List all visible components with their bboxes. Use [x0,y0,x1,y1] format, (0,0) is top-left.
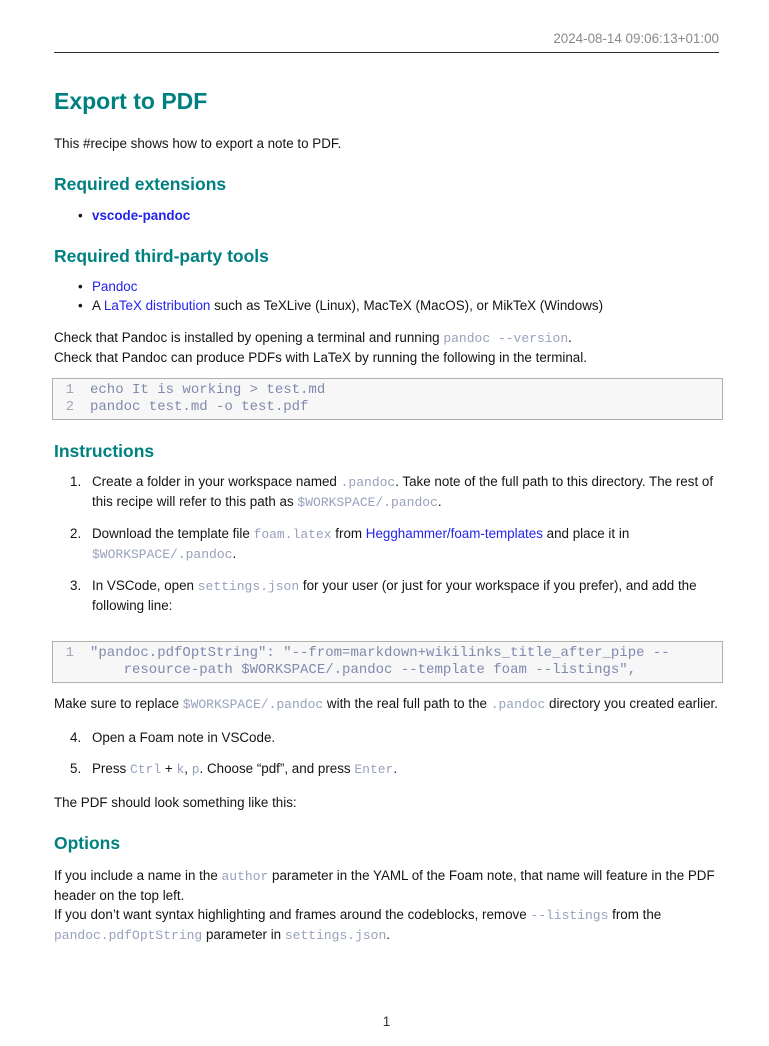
text-run: with the real full path to the [323,696,491,711]
item-number: 4. [70,730,82,745]
doc-link[interactable]: Hegghammer/foam-templates [365,526,543,541]
text-run: In VSCode, open [92,578,198,593]
text-run: Open a Foam note in VSCode. [92,730,276,745]
text-run: and place it in [542,526,630,541]
text-run: Download the template file [92,526,254,541]
code-line [53,399,716,416]
code-line-number [53,662,74,679]
code-block-settings-json [52,641,723,683]
instruction-item-2 [54,524,719,564]
text-run: parameter in the YAML of the Foam note, that name will feature in the PDF header on the top left. [54,868,715,903]
instructions-list [54,472,719,615]
inline-code: foam.latex [253,527,332,542]
section-heading-required-tools: Required third-party tools [54,246,269,266]
text-run: . [437,494,442,509]
text-run: If you include a name in the [54,868,222,883]
code-text: "pandoc.pdfOptString": "--from=markdown+wikilinks_title_after_pipe -- [90,645,670,661]
inline-code: settings.json [197,579,300,594]
pdf-result-paragraph [54,793,719,812]
text-run: . [568,330,572,345]
item-number: 2. [70,526,82,541]
section-heading-required-extensions: Required extensions [54,174,227,194]
code-line-number: 1 [65,382,74,398]
text-run: , [184,761,192,776]
inline-code: k [176,762,185,777]
required-extensions-list [54,206,719,225]
section-heading-instructions: Instructions [54,441,155,461]
code-line [53,662,716,679]
header-rule [54,52,719,53]
instructions-list-continued [54,728,719,779]
list-item [92,206,719,225]
item-text [92,472,719,512]
text-run: . [232,546,237,561]
text-run: Check that Pandoc can produce PDFs with LaTeX by running the following in the terminal. [54,350,587,365]
code-line-number: 1 [65,645,74,661]
item-text [92,576,719,615]
list-item [92,296,719,315]
code-text: echo It is working > test.md [90,382,326,398]
text-run: Create a folder in your workspace named [92,474,341,489]
doc-link[interactable]: vscode-pandoc [92,208,191,223]
inline-code: .pandoc [490,697,546,712]
page-header [54,0,719,47]
inline-code: Enter [354,762,394,777]
item-text [92,759,719,779]
inline-code: author [221,869,269,884]
page-footer [54,1012,719,1031]
text-run: directory you created earlier. [545,696,718,711]
required-tools-list [54,277,719,315]
text-run: The PDF should look something like this: [54,795,297,810]
item-number: 3. [70,578,82,593]
code-block-terminal-test [52,378,723,420]
text-run: A [92,298,104,313]
item-text [92,524,719,564]
text-run: such as TeXLive (Linux), MacTeX (MacOS), or MikTeX (Windows) [210,298,604,313]
inline-code: Ctrl [129,762,162,777]
instruction-item-1 [54,472,719,512]
text-run: from [331,526,366,541]
text-run: This #recipe shows how to export a note to PDF. [54,136,342,151]
intro-paragraph [54,134,719,153]
replace-path-paragraph [54,694,719,714]
doc-link[interactable]: Pandoc [92,279,138,294]
inline-code: $WORKSPACE/.pandoc [182,697,324,712]
inline-code: settings.json [284,928,387,943]
text-run: . Choose “pdf”, and press [199,761,355,776]
code-text: pandoc test.md -o test.pdf [90,398,309,415]
inline-code: pandoc --version [443,331,569,346]
instruction-item-5 [54,759,719,779]
text-run: parameter in [202,927,285,942]
check-pandoc-paragraph [54,328,719,348]
code-line [53,382,716,399]
section-heading-options: Options [54,833,121,853]
text-run: from the [608,907,662,922]
inline-code: pandoc.pdfOptString [54,928,203,943]
text-run: for your user (or just for your workspace if you prefer), and add the following line: [92,578,697,613]
inline-code: p [191,762,200,777]
instruction-item-4 [54,728,719,747]
document-date: 2024-08-14 09:06:13+01:00 [553,31,719,46]
check-latex-paragraph [54,348,719,367]
page-number: 1 [382,1014,391,1029]
text-run: + [161,761,177,776]
text-run: Check that Pandoc is installed by opening a terminal and running [54,330,444,345]
inline-code: $WORKSPACE/.pandoc [297,495,438,510]
text-run: . [386,927,391,942]
text-run: If you don’t want syntax highlighting and frames around the codeblocks, remove [54,907,531,922]
text-run: Make sure to replace [54,696,183,711]
inline-code: .pandoc [340,475,396,490]
item-text [92,728,719,747]
text-run: Press [92,761,130,776]
item-number: 5. [70,761,82,776]
document-title: Export to PDF [54,88,208,114]
text-run: . Take note of the full path to this directory. The rest of this recipe will refer to this path as [92,474,714,509]
code-line-number: 2 [65,398,74,415]
code-line [53,645,716,662]
instruction-item-3 [54,576,719,615]
inline-code: $WORKSPACE/.pandoc [92,547,233,562]
options-listings-paragraph [54,905,719,945]
code-text: resource-path $WORKSPACE/.pandoc --template foam --listings", [90,661,637,678]
item-number: 1. [70,474,82,489]
text-run: . [393,761,398,776]
inline-code: --listings [530,908,609,923]
doc-link[interactable]: LaTeX distribution [103,298,211,313]
options-author-paragraph [54,866,719,905]
list-item [92,277,719,296]
